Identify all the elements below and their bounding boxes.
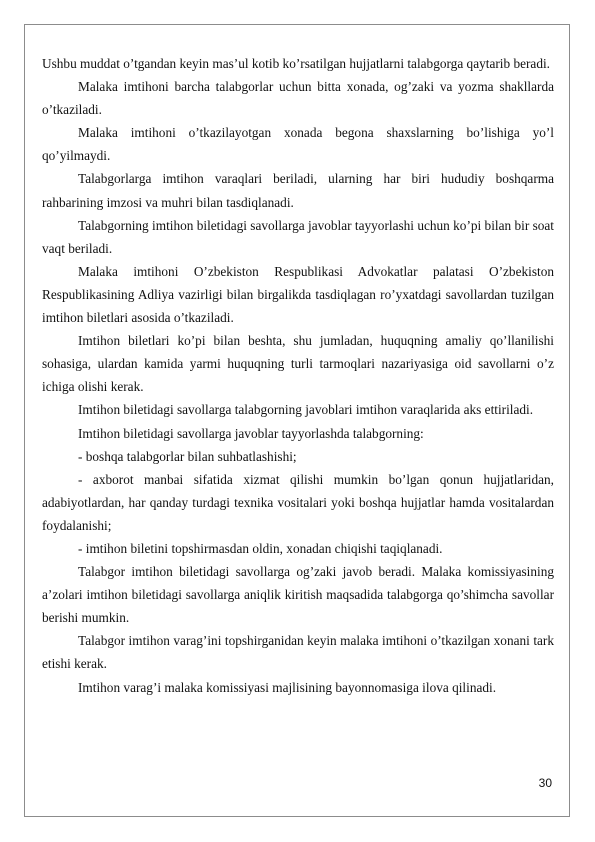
paragraph: Malaka imtihoni barcha talabgorlar uchun bitta xonada, og’zaki va yozma shakllarda o’tkaziladi. (42, 79, 554, 118)
paragraph: Talabgor imtihon varag’ini topshirganidan keyin malaka imtihoni o’tkazilgan xonani tark etishi kerak. (42, 633, 554, 672)
list-item: - imtihon biletini topshirmasdan oldin, xonadan chiqishi taqiqlanadi. (78, 540, 443, 556)
paragraph: Imtihon biletidagi savollarga javoblar tayyorlashda talabgorning: (78, 425, 424, 441)
paragraph: Malaka imtihoni o’tkazilayotgan xonada begona shaxslarning bo’lishiga yo’l qo’yilmaydi. (42, 125, 554, 164)
paragraph: Talabgor imtihon biletidagi savollarga og’zaki javob beradi. Malaka komissiyasining a’zolari imtihon biletidagi savollarga aniqlik kiritish maqsadida talabgorga qo’shimcha savollar berishi mumkin. (42, 564, 554, 626)
paragraph: Imtihon biletidagi savollarga talabgorning javoblari imtihon varaqlarida aks ettiriladi. (78, 402, 534, 418)
paragraph: Imtihon biletlari ko’pi bilan beshta, shu jumladan, huquqning amaliy qo’llanilishi sohasiga, ulardan kamida yarmi huquqning turli tarmoqlari nazariyasiga oid savollarni o’z ichiga olishi kerak. (42, 333, 554, 395)
paragraph: Imtihon varag’i malaka komissiyasi majlisining bayonnomasiga ilova qilinadi. (78, 679, 497, 695)
page-number: 30 (538, 776, 552, 790)
list-item: - axborot manbai sifatida xizmat qilishi mumkin bo’lgan qonun hujjatlaridan, adabiyotlardan, har qanday turdagi texnika vositalari yoki boshqa hujjatlar hamda vositalardan foydalanishi; (42, 471, 554, 533)
paragraph: Talabgorning imtihon biletidagi savollarga javoblar tayyorlashi uchun ko’pi bilan bir soat vaqt beriladi. (42, 217, 554, 256)
paragraph: Malaka imtihoni O’zbekiston Respublikasi Advokatlar palatasi O’zbekiston Respublikasining Adliya vazirligi bilan birgalikda tasdiqlagan ro’yxatdagi savollardan tuzilgan imtihon biletlari asosida o’tkaziladi. (42, 263, 554, 326)
paragraph: Talabgorlarga imtihon varaqlari beriladi, ularning har biri hududiy boshqarma rahbarining imzosi va muhri bilan tasdiqlanadi. (42, 171, 554, 210)
paragraph: Ushbu muddat o’tgandan keyin mas’ul kotib ko’rsatilgan hujjatlarni talabgorga qaytarib beradi. (42, 56, 550, 71)
list-item: - boshqa talabgorlar bilan suhbatlashishi; (78, 448, 297, 464)
document-body (42, 52, 554, 699)
